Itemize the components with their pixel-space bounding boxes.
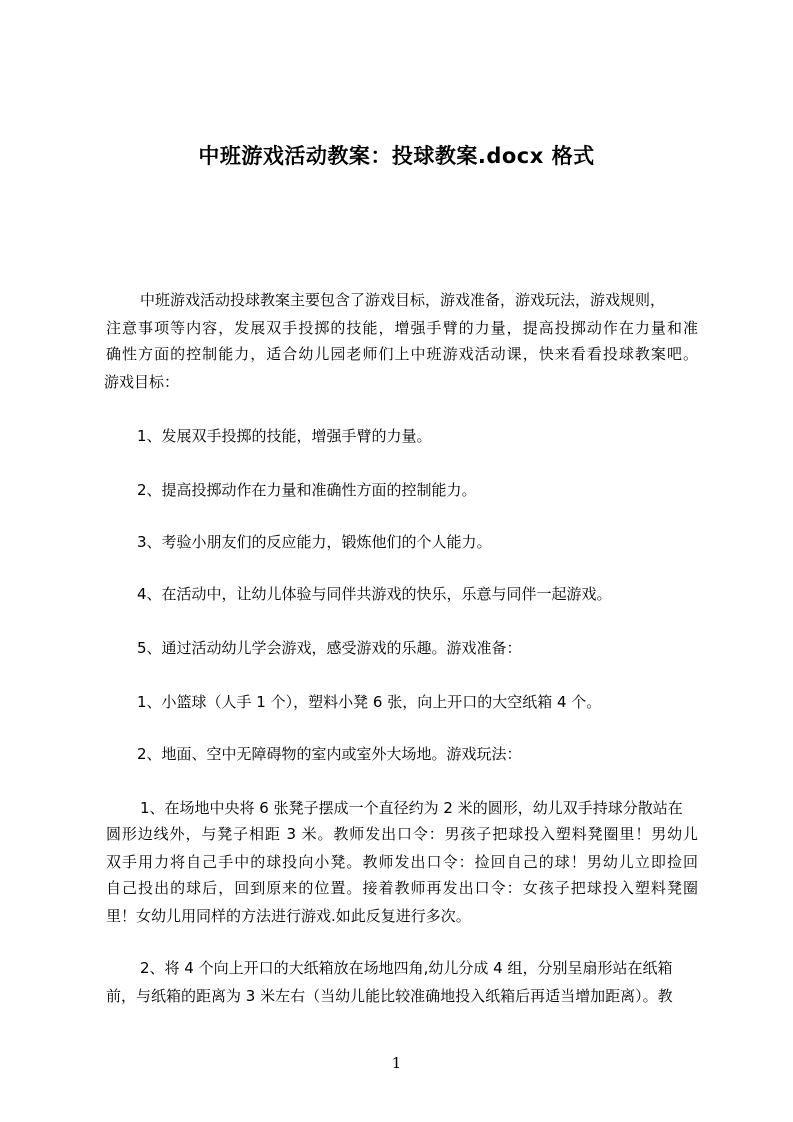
goal-item: 1、发展双手投掷的技能，增强手臂的力量。 xyxy=(137,427,432,445)
play-paragraph-line: 圆形边线外，与凳子相距 3 米。教师发出口令：男孩子把球投入塑料凳圈里！男幼儿 xyxy=(106,825,698,843)
play-paragraph-line: 2、将 4 个向上开口的大纸箱放在场地四角,幼儿分成 4 组，分别呈扇形站在纸箱 xyxy=(140,959,673,977)
goal-item: 5、通过活动幼儿学会游戏，感受游戏的乐趣。游戏准备： xyxy=(137,639,522,657)
play-paragraph-line: 1、在场地中央将 6 张凳子摆成一个直径约为 2 米的圆形，幼儿双手持球分散站在 xyxy=(140,799,683,817)
document-title: 中班游戏活动教案：投球教案.docx 格式 xyxy=(198,144,595,168)
goal-item: 4、在活动中，让幼儿体验与同伴共游戏的快乐，乐意与同伴一起游戏。 xyxy=(137,585,612,603)
intro-line: 确性方面的控制能力，适合幼儿园老师们上中班游戏活动课，快来看看投球教案吧。 xyxy=(106,345,698,363)
play-paragraph-line: 里！女幼儿用同样的方法进行游戏.如此反复进行多次。 xyxy=(106,907,471,925)
goal-item: 3、考验小朋友们的反应能力，锻炼他们的个人能力。 xyxy=(137,533,492,551)
goal-item: 2、提高投掷动作在力量和准确性方面的控制能力。 xyxy=(137,481,477,499)
page-number: 1 xyxy=(391,1054,402,1072)
play-paragraph-line: 自己投出的球后，回到原来的位置。接着教师再发出口令：女孩子把球投入塑料凳圈 xyxy=(106,879,698,897)
play-paragraph-line: 前，与纸箱的距离为 3 米左右（当幼儿能比较准确地投入纸箱后再适当增加距离）。教 xyxy=(106,987,673,1005)
intro-line: 中班游戏活动投球教案主要包含了游戏目标，游戏准备，游戏玩法，游戏规则， xyxy=(140,291,666,309)
intro-line: 游戏目标： xyxy=(104,373,180,391)
intro-line: 注意事项等内容，发展双手投掷的技能，增强手臂的力量，提高投掷动作在力量和准 xyxy=(106,319,698,337)
prep-item: 2、地面、空中无障碍物的室内或室外大场地。游戏玩法： xyxy=(137,745,522,763)
prep-item: 1、小篮球（人手 1 个），塑料小凳 6 张，向上开口的大空纸箱 4 个。 xyxy=(137,693,602,711)
play-paragraph-line: 双手用力将自己手中的球投向小凳。教师发出口令：捡回自己的球！男幼儿立即捡回 xyxy=(106,853,698,871)
